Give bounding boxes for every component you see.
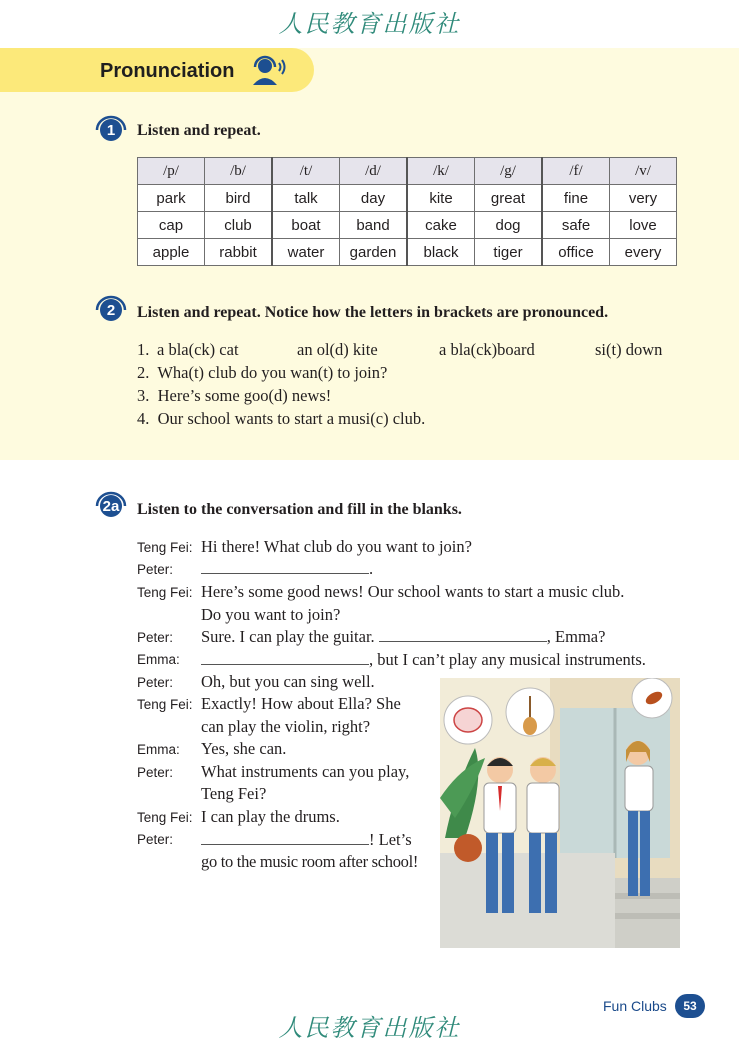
page-number: 53 bbox=[675, 994, 705, 1018]
word-cell: great bbox=[475, 185, 543, 212]
dialogue-line: Sure. I can play the guitar. , Emma? bbox=[201, 627, 606, 646]
word-cell: club bbox=[205, 212, 273, 239]
phonics-row bbox=[138, 185, 677, 212]
word-cell: water bbox=[272, 239, 340, 266]
dialogue-line: Here’s some good news! Our school wants to start a music club. bbox=[201, 582, 625, 601]
word-cell: love bbox=[610, 212, 677, 239]
line-2: 2. Wha(t) club do you wan(t) to join? bbox=[137, 363, 388, 382]
word-cell: office bbox=[542, 239, 610, 266]
speaker-label: Peter: bbox=[137, 765, 174, 780]
dialogue-line: What instruments can you play, bbox=[201, 762, 410, 781]
word-cell: band bbox=[340, 212, 408, 239]
word-cell: cap bbox=[138, 212, 205, 239]
speaker-label: Emma: bbox=[137, 742, 180, 757]
phoneme-header: /f/ bbox=[542, 158, 610, 185]
footer-unit-label: Fun Clubs bbox=[603, 998, 667, 1014]
dialogue-line: Yes, she can. bbox=[201, 739, 287, 758]
dialogue-line: , but I can’t play any musical instruments. bbox=[201, 650, 646, 670]
phoneme-header: /d/ bbox=[340, 158, 408, 185]
speaker-label: Peter: bbox=[137, 675, 174, 690]
dialogue-line: . bbox=[201, 559, 373, 579]
phoneme-header: /g/ bbox=[475, 158, 543, 185]
phoneme-header: /t/ bbox=[272, 158, 340, 185]
dialogue-line: can play the violin, right? bbox=[201, 717, 371, 736]
exercise-2a-badge: 2a bbox=[96, 492, 126, 518]
speaker-label: Emma: bbox=[137, 652, 180, 667]
line-3: 3. Here’s some goo(d) news! bbox=[137, 386, 332, 405]
students-illustration bbox=[440, 678, 680, 948]
line-1-number: 1. bbox=[137, 340, 150, 359]
word-cell: safe bbox=[542, 212, 610, 239]
answer-blank[interactable] bbox=[201, 830, 369, 845]
word-cell: garden bbox=[340, 239, 408, 266]
section-title: Pronunciation bbox=[100, 60, 235, 82]
speaker-label: Peter: bbox=[137, 562, 174, 577]
word-cell: fine bbox=[542, 185, 610, 212]
speaker-label: Teng Fei: bbox=[137, 585, 193, 600]
word-cell: black bbox=[407, 239, 475, 266]
speaker-label: Peter: bbox=[137, 832, 174, 847]
line-1-phrase-a: a bla(ck) cat bbox=[157, 340, 239, 359]
word-cell: kite bbox=[407, 185, 475, 212]
dialogue-line: ! Let’s bbox=[201, 830, 412, 850]
word-cell: apple bbox=[138, 239, 205, 266]
phonics-row bbox=[138, 239, 677, 266]
word-cell: day bbox=[340, 185, 408, 212]
speaker-label: Teng Fei: bbox=[137, 540, 193, 555]
phonics-table bbox=[137, 157, 677, 266]
line-1-phrase-b: an ol(d) kite bbox=[297, 340, 378, 359]
word-cell: every bbox=[610, 239, 677, 266]
word-cell: dog bbox=[475, 212, 543, 239]
answer-blank[interactable] bbox=[201, 559, 369, 574]
word-cell: cake bbox=[407, 212, 475, 239]
dialogue-line: Hi there! What club do you want to join? bbox=[201, 537, 472, 556]
exercise-1-instruction: Listen and repeat. bbox=[137, 122, 261, 139]
word-cell: boat bbox=[272, 212, 340, 239]
speaker-label: Teng Fei: bbox=[137, 697, 193, 712]
phoneme-header: /p/ bbox=[138, 158, 205, 185]
word-cell: tiger bbox=[475, 239, 543, 266]
dialogue-line: Exactly! How about Ella? She bbox=[201, 694, 401, 713]
word-cell: very bbox=[610, 185, 677, 212]
dialogue-line: Oh, but you can sing well. bbox=[201, 672, 375, 691]
word-cell: bird bbox=[205, 185, 273, 212]
word-cell: park bbox=[138, 185, 205, 212]
speaker-label: Teng Fei: bbox=[137, 810, 193, 825]
dialogue-line: go to the music room after school! bbox=[201, 852, 419, 871]
dialogue-line: Teng Fei? bbox=[201, 784, 267, 803]
exercise-2-instruction: Listen and repeat. Notice how the letters in brackets are pronounced. bbox=[137, 304, 609, 321]
dialogue-line: I can play the drums. bbox=[201, 807, 340, 826]
publisher-logo-top: 人民教育出版社 bbox=[278, 10, 461, 38]
answer-blank[interactable] bbox=[379, 627, 547, 642]
line-4: 4. Our school wants to start a musi(c) club. bbox=[137, 409, 426, 428]
exercise-1-badge: 1 bbox=[96, 116, 126, 142]
exercise-2a-instruction: Listen to the conversation and fill in the blanks. bbox=[137, 501, 462, 518]
phoneme-header: /b/ bbox=[205, 158, 273, 185]
answer-blank[interactable] bbox=[201, 650, 369, 665]
phonics-row bbox=[138, 212, 677, 239]
phoneme-header: /v/ bbox=[610, 158, 677, 185]
word-cell: rabbit bbox=[205, 239, 273, 266]
line-1-phrase-d: si(t) down bbox=[595, 340, 663, 359]
speaker-label: Peter: bbox=[137, 630, 174, 645]
dialogue-line: Do you want to join? bbox=[201, 605, 341, 624]
headset-icon bbox=[250, 55, 286, 87]
phonics-header-row bbox=[138, 158, 677, 185]
exercise-2-badge: 2 bbox=[96, 296, 126, 322]
line-1-phrase-c: a bla(ck)board bbox=[439, 340, 535, 359]
phoneme-header: /k/ bbox=[407, 158, 475, 185]
publisher-logo-bottom: 人民教育出版社 bbox=[278, 1014, 461, 1042]
word-cell: talk bbox=[272, 185, 340, 212]
